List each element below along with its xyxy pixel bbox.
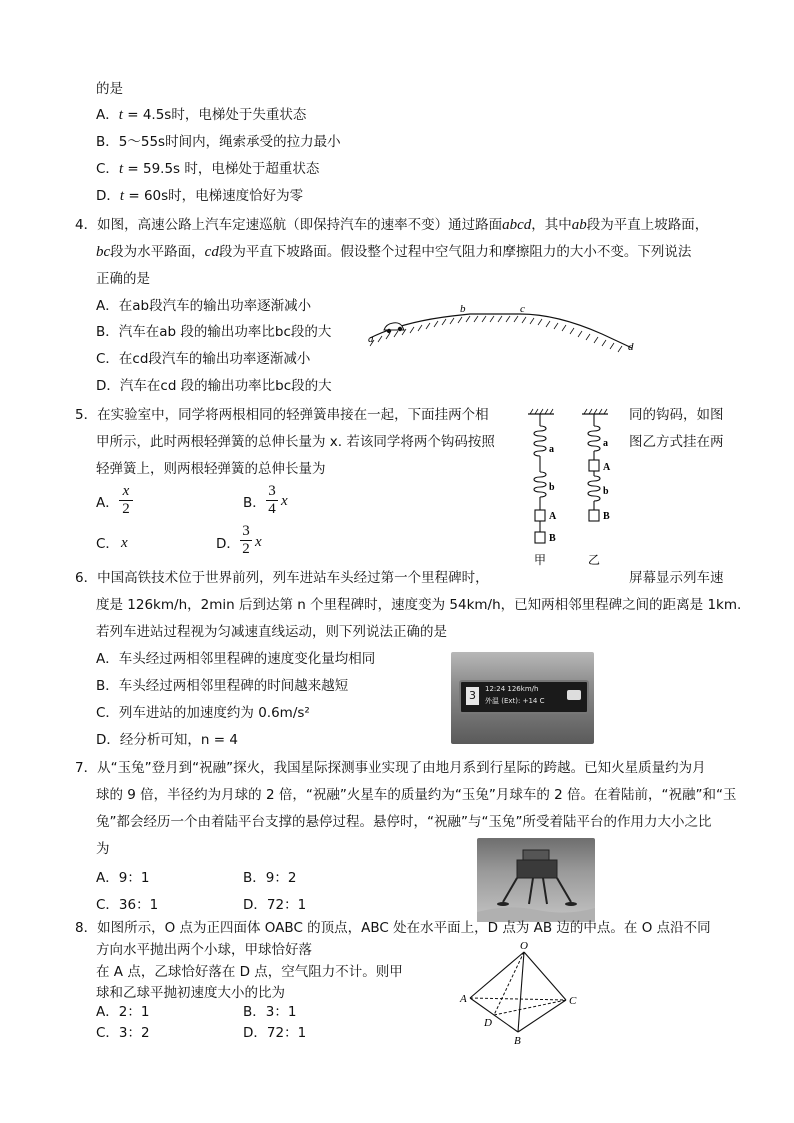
spring-figure [520, 404, 628, 568]
spring-a-left [534, 414, 546, 472]
q4-option-d: D．汽车在cd 段的输出功率比bc段的大 [96, 378, 332, 394]
q8-stem-line3: 在 A 点，乙球恰好落在 D 点，空气阻力不计。则甲 [96, 964, 403, 980]
spring-a-right [588, 414, 600, 460]
road-label-b: b [460, 303, 466, 315]
q4-stem-line3: 正确的是 [96, 271, 150, 287]
screen-arrow-icon [567, 690, 581, 700]
road-hatching [370, 316, 622, 352]
q8-option-b: B．3：1 [243, 1004, 297, 1020]
block-b-left [535, 532, 545, 543]
label-O: O [520, 940, 528, 952]
q8-option-d: D．72：1 [243, 1025, 307, 1041]
spring-b-left [534, 472, 546, 510]
train-screen [459, 680, 589, 714]
q3-option-a: A．t = 4.5s时，电梯处于失重状态 [96, 107, 307, 123]
q3-tail: 的是 [96, 81, 123, 97]
q6-option-b: B．车头经过两相邻里程碑的时间越来越短 [96, 678, 349, 694]
road-label-c: c [520, 303, 525, 315]
block-a-left [535, 510, 545, 521]
q3-option-d: D．t = 60s时，电梯速度恰好为零 [96, 188, 304, 204]
q6-option-c: C．列车进站的加速度约为 0.6m/s² [96, 705, 310, 721]
q5-stem-line2b: 图乙方式挂在两 [629, 434, 724, 450]
lander-photo [477, 838, 595, 922]
q5-option-a-letter: A． [96, 495, 119, 511]
q3-option-c: C．t = 59.5s 时，电梯处于超重状态 [96, 161, 320, 177]
q7-option-b: B．9：2 [243, 870, 297, 886]
q5-option-d-fraction: $\frac{3}{2}$ [240, 523, 252, 558]
tetrahedron-figure [456, 938, 586, 1048]
label-B: B [514, 1035, 521, 1047]
q3-option-b: B．5～55s时间内，绳索承受的拉力最小 [96, 134, 341, 150]
train-display-photo [451, 652, 594, 744]
q4-stem-line1: 4．如图，高速公路上汽车定速巡航（即保持汽车的速率不变）通过路面abcd，其中ab段为平直上坡路面， [75, 217, 709, 233]
label-spring-a-left: a [549, 444, 554, 455]
q6-stem-line2: 度是 126km/h，2min 后到达第 n 个里程碑时，速度变为 54km/h，已知两相邻里程碑之间的距离是 1km. [96, 597, 742, 613]
label-C: C [569, 995, 577, 1007]
label-D: D [484, 1017, 492, 1029]
q5-stem-line2a: 甲所示，此时两根轻弹簧的总伸长量为 x. 若该同学将两个钩码按照 [96, 434, 495, 450]
q4-option-b: B．汽车在ab 段的输出功率比bc段的大 [96, 324, 332, 340]
q7-stem-line1: 7．从“玉兔”登月到“祝融”探火，我国星际探测事业实现了由地月系到行星际的跨越。已知火星质量约为月 [75, 760, 706, 776]
q5-stem-line1b: 同的钩码，如图 [629, 407, 724, 423]
label-spring-a-right: a [603, 438, 608, 449]
road-surface-line [370, 314, 632, 348]
label-yi: 乙 [588, 553, 601, 567]
car-icon [384, 323, 404, 333]
q8-option-c: C．3：2 [96, 1025, 150, 1041]
ceiling-right [582, 409, 608, 414]
q6-stem-line1b: 屏幕显示列车速 [629, 570, 724, 586]
q5-option-d-letter: D． [216, 536, 240, 552]
q5-stem-line3: 轻弹簧上，则两根轻弹簧的总伸长量为 [96, 461, 326, 477]
label-spring-b-left: b [549, 482, 555, 493]
screen-speed-text: 12:24 126km/h [485, 685, 539, 693]
q5-option-c-letter: C． [96, 536, 119, 552]
q4-stem-line2: bc段为水平路面，cd段为平直下坡路面。假设整个过程中空气阻力和摩擦阻力的大小不变。下列说法 [96, 244, 692, 260]
q8-stem-line4: 球和乙球平抛初速度大小的比为 [96, 985, 285, 1001]
q8-stem-line2: 方向水平抛出两个小球，甲球恰好落 [96, 942, 312, 958]
q7-option-c: C．36：1 [96, 897, 159, 913]
label-jia: 甲 [534, 553, 547, 567]
q7-option-a: A．9：1 [96, 870, 150, 886]
lander-icon [477, 838, 595, 922]
q5-option-d-var: x [255, 534, 262, 550]
road-label-d: d [628, 341, 634, 353]
ceiling-left [528, 409, 554, 414]
screen-temp-text: 外温 (Ext): +14 C [485, 697, 545, 705]
q6-stem-line1a: 6．中国高铁技术位于世界前列，列车进站车头经过第一个里程碑时， [75, 570, 489, 586]
screen-number: 3 [466, 687, 479, 705]
block-a-right [589, 460, 599, 471]
block-b-right [589, 510, 599, 521]
q4-option-a: A．在ab段汽车的输出功率逐渐减小 [96, 298, 312, 314]
label-spring-b-right: b [603, 486, 609, 497]
q5-option-b-letter: B． [243, 495, 266, 511]
label-block-a-left: A [549, 511, 557, 522]
q7-option-d: D．72：1 [243, 897, 307, 913]
spring-b-right [588, 471, 600, 510]
q8-option-a: A．2：1 [96, 1004, 150, 1020]
q6-option-d: D．经分析可知，n = 4 [96, 732, 238, 748]
q5-option-b-var: x [281, 493, 288, 509]
q7-stem-line4: 为 [96, 841, 110, 857]
q5-option-b-fraction: $\frac{3}{4}$ [266, 483, 278, 518]
q7-stem-line3: 兔”都会经历一个由着陆平台支撑的悬停过程。悬停时，“祝融”与“玉兔”所受着陆平台的作用力大小之比 [96, 814, 712, 830]
road-figure [362, 300, 646, 360]
q5-option-a-fraction: $\frac{x}{2}$ [119, 483, 133, 518]
q7-stem-line2: 球的 9 倍，半径约为月球的 2 倍，“祝融”火星车的质量约为“玉兔”月球车的 2 倍。在着陆前，“祝融”和“玉 [96, 787, 737, 803]
q8-stem-line1: 8．如图所示，O 点为正四面体 OABC 的顶点，ABC 处在水平面上，D 点为 AB 边的中点。在 O 点沿不同 [75, 920, 711, 936]
q6-option-a: A．车头经过两相邻里程碑的速度变化量均相同 [96, 651, 376, 667]
q5-stem-line1a: 5．在实验室中，同学将两根相同的轻弹簧串接在一起，下面挂两个相 [75, 407, 489, 423]
q4-option-c: C．在cd段汽车的输出功率逐渐减小 [96, 351, 311, 367]
label-block-a-right: A [603, 462, 611, 473]
label-A: A [460, 993, 467, 1005]
label-block-b-left: B [549, 533, 556, 544]
road-label-a: a [368, 333, 374, 345]
q5-option-c-var: x [121, 535, 128, 551]
q6-stem-line3: 若列车进站过程视为匀减速直线运动，则下列说法正确的是 [96, 624, 447, 640]
label-block-b-right: B [603, 511, 610, 522]
